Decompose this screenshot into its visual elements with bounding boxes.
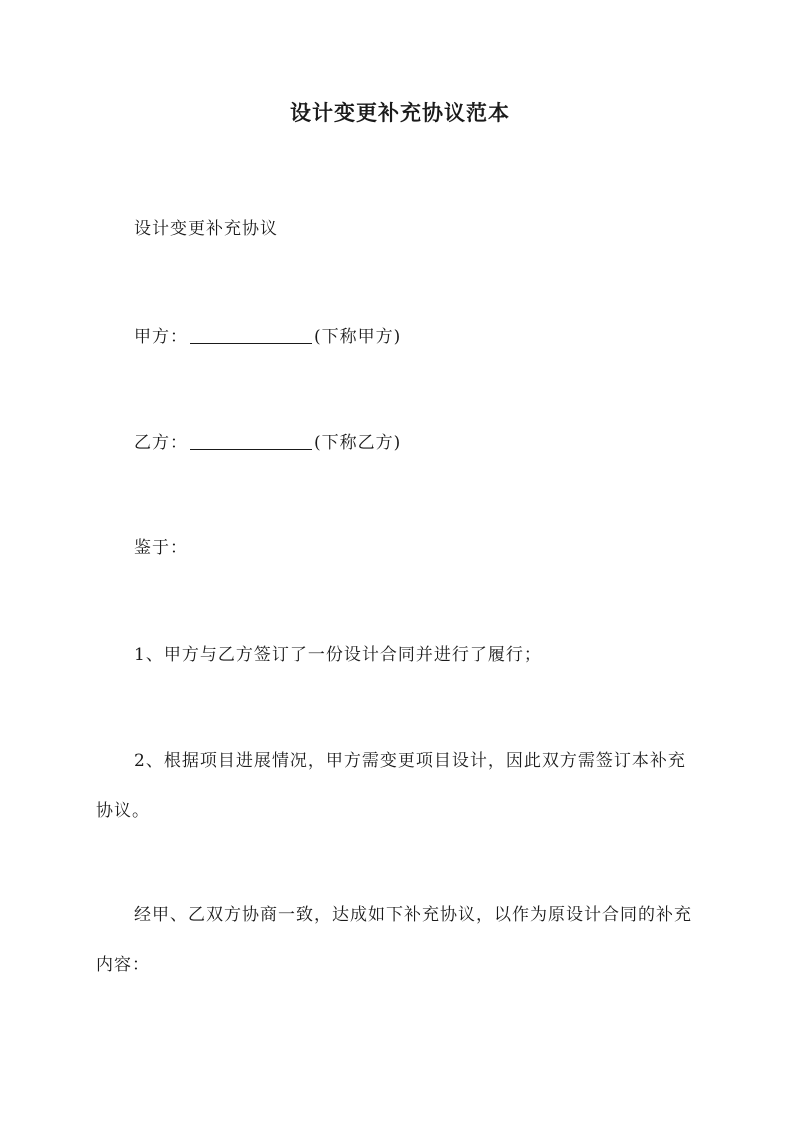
party-a-suffix: (下称甲方) xyxy=(314,327,402,347)
whereas-heading: 鉴于： xyxy=(134,538,188,558)
agreement-subtitle: 设计变更补充协议 xyxy=(134,219,278,239)
party-b-line xyxy=(96,418,696,468)
agreement-clause: 经甲、乙双方协商一致，达成如下补充协议，以作为原设计合同的补充内容： xyxy=(96,905,692,975)
document-title: 设计变更补充协议范本 xyxy=(290,100,510,125)
party-b-suffix: (下称乙方) xyxy=(314,433,402,453)
recital-item-2: 2、根据项目进展情况，甲方需变更项目设计，因此双方需签订本补充协议。 xyxy=(96,751,686,821)
party-a-line xyxy=(96,312,696,362)
party-b-blank-field xyxy=(190,435,312,450)
party-b-label: 乙方： xyxy=(134,433,188,453)
recital-item-1: 1、甲方与乙方签订了一份设计合同并进行了履行； xyxy=(134,645,542,665)
party-a-blank-field xyxy=(190,329,312,344)
party-a-label: 甲方： xyxy=(134,327,188,347)
